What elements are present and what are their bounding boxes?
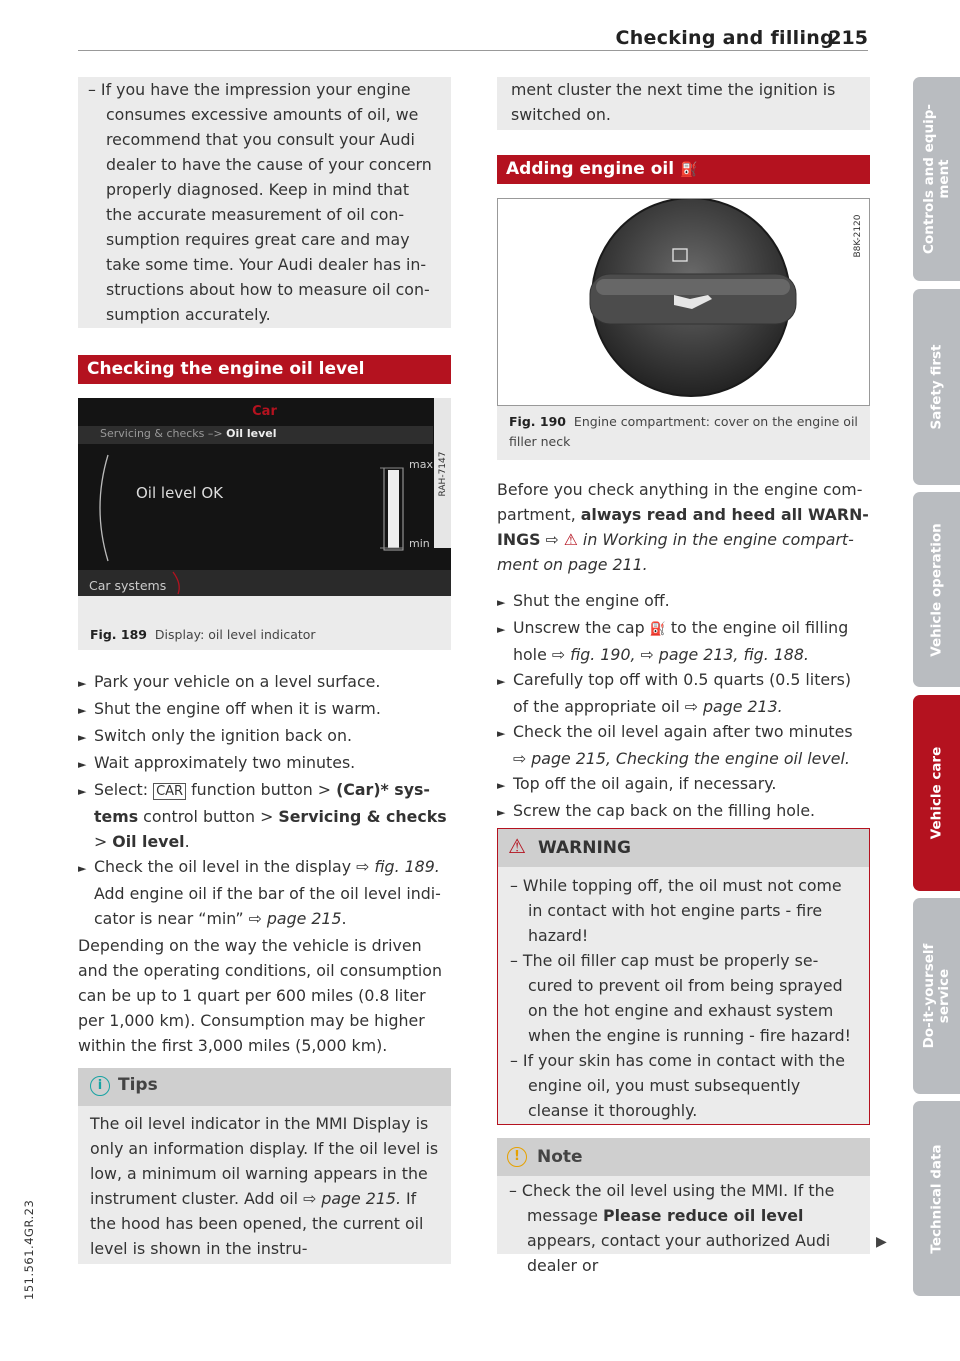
breadcrumb-current: Oil level (226, 427, 277, 440)
intro-box (78, 77, 451, 328)
tips-text: The oil level indicator in the MMI Display is only an information display. If the oil level is low, a minimum oil warning appears in the instrument cluster. Add oil ⇨ page 215. If the hood has been opened, the current oil level is shown in the instru- (90, 1114, 439, 1258)
tab-technical-data[interactable] (913, 1101, 960, 1296)
tab-label: Safety first (928, 344, 944, 430)
display-footer: Car systems (89, 578, 167, 593)
header-rule (78, 50, 868, 51)
step-4: ► Wait approximately two minutes. (78, 753, 356, 772)
fig-code (435, 400, 451, 548)
continue-arrow-icon: ▶ (876, 1234, 887, 1250)
warning-icon: ⚠ (563, 530, 578, 549)
step-1: ► Shut the engine off. (497, 591, 670, 610)
tab-do-it-yourself-service[interactable] (913, 898, 960, 1094)
section-title-adding-oil: Adding engine oil ⛽ (497, 155, 870, 184)
tab-controls-and-equipment[interactable] (913, 77, 960, 281)
warning-list (498, 867, 869, 1123)
header-section-title: Checking and filling (615, 27, 834, 49)
section-title-checking-oil: Checking the engine oil level (78, 355, 451, 384)
step-5: ► Top off the oil again, if necessary. (497, 774, 777, 793)
fig-caption-text: Display: oil level indicator (154, 627, 316, 642)
tips-header (78, 1068, 451, 1106)
display-breadcrumb (100, 427, 276, 440)
oil-level-display-figure (78, 398, 451, 596)
car-button-icon: CAR (153, 783, 186, 800)
warnings-reference-paragraph: Before you check anything in the engine com-partment, always read and heed all WARN-INGS ⇨ ⚠ in Working in the engine compart-ment on page 211. (497, 480, 869, 574)
fig-190-caption (497, 406, 870, 460)
tab-label: Do-it-yourself service (920, 943, 952, 1049)
fig-189-caption (78, 596, 451, 650)
continued-text: ment cluster the next time the ignition is switched on. (497, 77, 870, 130)
step-4: ► Check the oil level again after two minutes ⇨ page 215, Checking the engine oil level. (497, 722, 853, 768)
step-select: ► Select: CAR function button > (Car)* sys-tems control button > Servicing & checks > Oil level. (78, 780, 447, 851)
tab-label: Technical data (928, 1143, 944, 1254)
breadcrumb-prefix: Servicing & checks (100, 427, 205, 440)
step-2: ► Unscrew the cap ⛽ to the engine oil filling hole ⇨ fig. 190, ⇨ page 213, fig. 188. (497, 618, 849, 664)
warning-item: – While topping off, the oil must not come in contact with hot engine parts - fire hazard! (510, 876, 842, 945)
note-icon: ! (507, 1147, 527, 1167)
tips-box (78, 1068, 451, 1264)
oil-status: Oil level OK (136, 484, 223, 502)
step-6: ► Screw the cap back on the filling hole. (497, 801, 816, 820)
tab-label: Vehicle operation (928, 522, 944, 657)
tab-label: Vehicle care (928, 746, 944, 840)
display-title: Car (252, 404, 277, 419)
fig-code-text: RAH-7147 (438, 451, 448, 497)
step-1: ► Park your vehicle on a level surface. (78, 672, 381, 691)
max-label: max (409, 458, 433, 471)
left-steps (78, 669, 451, 931)
oil-can-icon: ⛽ (649, 622, 666, 637)
warning-header (498, 829, 869, 867)
warning-icon: ⚠ (508, 834, 526, 858)
note-box (497, 1138, 870, 1275)
consumption-paragraph: Depending on the way the vehicle is driven and the operating conditions, oil consumption can be up to 1 quart per 600 miles (0.8 liter per 1,000 km). Consumption may be higher within the first 3,000 miles (5,000 km). (78, 936, 442, 1055)
oil-cap-illustration (498, 199, 869, 405)
step-2: ► Shut the engine off when it is warm. (78, 699, 381, 718)
info-icon: i (90, 1076, 110, 1096)
tab-label: Controls and equip- ment (920, 104, 952, 254)
fig-code-text: B8K-2120 (853, 214, 863, 258)
step-check: ► Check the oil level in the display ⇨ fig. 189. Add engine oil if the bar of the oil level indi-cator is near “min” ⇨ page 215. (78, 857, 441, 928)
oil-can-icon: ⛽ (679, 162, 698, 178)
tips-title: Tips (118, 1075, 158, 1095)
fig-label: Fig. 189 (90, 627, 147, 642)
step-3: ► Switch only the ignition back on. (78, 726, 352, 745)
tab-vehicle-operation[interactable] (913, 492, 960, 687)
tab-safety-first[interactable] (913, 289, 960, 485)
fig-label: Fig. 190 (509, 414, 566, 429)
warning-title: WARNING (538, 838, 631, 858)
warning-item: – If your skin has come in contact with the engine oil, you must subsequently cleanse it thoroughly. (510, 1051, 845, 1120)
note-text: – Check the oil level using the MMI. If the message Please reduce oil level appears, contact your authorized Audi dealer or (509, 1181, 835, 1275)
note-title: Note (537, 1147, 583, 1167)
oil-cap-figure (497, 198, 870, 406)
document-code: 151.561.4GR.23 (22, 1199, 36, 1300)
step-3: ► Carefully top off with 0.5 quarts (0.5 liters) of the appropriate oil ⇨ page 213. (497, 670, 851, 716)
fig-caption-text: Engine compartment: cover on the engine oil filler neck (509, 414, 858, 449)
fig-code (850, 201, 866, 271)
breadcrumb-arrow: –> (207, 427, 223, 440)
warning-box (497, 828, 870, 1125)
right-steps (497, 588, 870, 825)
tab-vehicle-care[interactable] (913, 695, 960, 891)
intro-text: – If you have the impression your engine consumes excessive amounts of oil, we recommend that you consult your Audi dealer to have the cause of your concern properly diagnosed. Keep in mind that the accurate measurement of oil con-sumption requires great care and may take some time. Your Audi dealer has in-structions about how to measure oil con-sumption accurately. (88, 80, 432, 324)
note-header (497, 1138, 870, 1176)
min-label: min (409, 537, 430, 550)
warning-item: – The oil filler cap must be properly se-cured to prevent oil from being sprayed on the hot engine and exhaust system when the engine is running - fire hazard! (510, 951, 851, 1045)
page-number: 215 (828, 27, 868, 49)
